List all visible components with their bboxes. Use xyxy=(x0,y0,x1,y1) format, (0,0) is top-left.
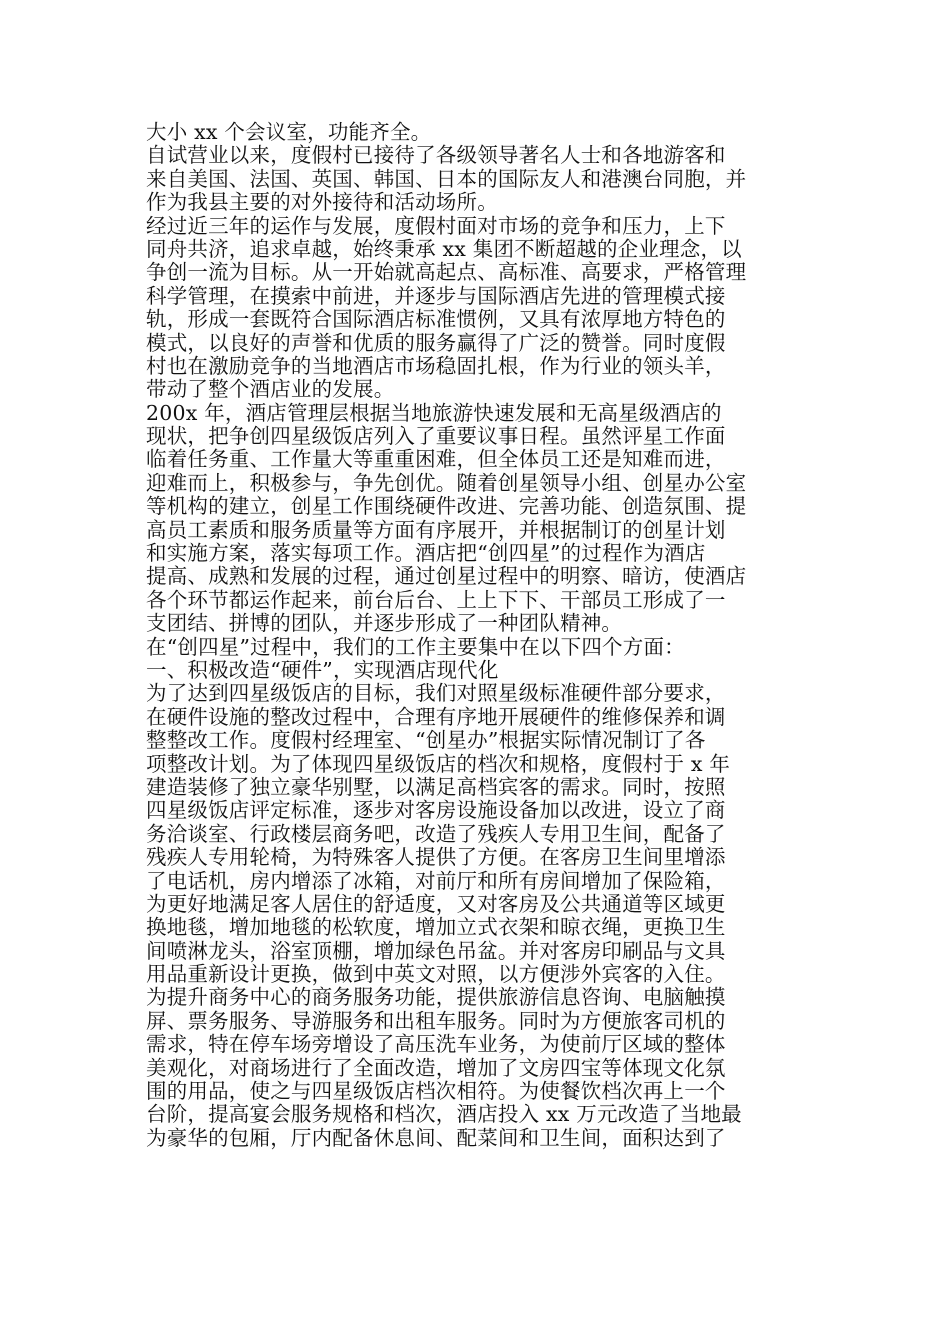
text-line: 自试营业以来，度假村已接待了各级领导著名人士和各地游客和 xyxy=(146,143,726,168)
text-line: 在“创四星”过程中，我们的工作主要集中在以下四个方面： xyxy=(146,634,685,659)
text-line: 建造装修了独立豪华别墅，以满足高档宾客的需求。同时，按照 xyxy=(146,774,726,799)
text-line: 带动了整个酒店业的发展。 xyxy=(146,377,395,402)
text-line: 轨，形成一套既符合国际酒店标准惯例，又具有浓厚地方特色的 xyxy=(146,307,726,332)
text-line: 提高、成熟和发展的过程，通过创星过程中的明察、暗访，使酒店 xyxy=(146,564,747,589)
text-line: 争创一流为目标。从一开始就高起点、高标准、高要求，严格管理 xyxy=(146,260,747,285)
text-line: 科学管理，在摸索中前进，并逐步与国际酒店先进的管理模式接 xyxy=(146,283,726,308)
text-line: 模式，以良好的声誉和优质的服务赢得了广泛的赞誉。同时度假 xyxy=(146,330,726,355)
text-line: 现状，把争创四星级饭店列入了重要议事日程。虽然评星工作面 xyxy=(146,424,726,449)
text-line: 为提升商务中心的商务服务功能，提供旅游信息咨询、电脑触摸 xyxy=(146,985,726,1010)
text-line: 换地毯，增加地毯的松软度，增加立式衣架和晾衣绳，更换卫生 xyxy=(146,915,726,940)
text-line: 间喷淋龙头，浴室顶棚，增加绿色吊盆。并对客房印刷品与文具 xyxy=(146,938,726,963)
text-line: 残疾人专用轮椅，为特殊客人提供了方便。在客房卫生间里增添 xyxy=(146,845,726,870)
text-line: 整整改工作。度假村经理室、“创星办”根据实际情况制订了各 xyxy=(146,728,706,753)
text-line: 等机构的建立，创星工作围绕硬件改进、完善功能、创造氛围、提 xyxy=(146,494,747,519)
section-heading: 一、积极改造“硬件”，实现酒店现代化 xyxy=(146,657,499,682)
text-line: 了电话机，房内增添了冰箱，对前厅和所有房间增加了保险箱， xyxy=(146,868,726,893)
text-line: 支团结、拼博的团队，并逐步形成了一种团队精神。 xyxy=(146,611,623,636)
text-line: 屏、票务服务、导游服务和出租车服务。同时为方便旅客司机的 xyxy=(146,1008,726,1033)
text-line: 各个环节都运作起来，前台后台、上上下下、干部员工形成了一 xyxy=(146,587,726,612)
text-line: 台阶，提高宴会服务规格和档次，酒店投入 xx 万元改造了当地最 xyxy=(146,1102,742,1127)
text-line: 迎难而上，积极参与，争先创优。随着创星领导小组、创星办公室 xyxy=(146,470,747,495)
text-line: 高员工素质和服务质量等方面有序展开，并根据制订的创星计划 xyxy=(146,517,726,542)
text-line: 项整改计划。为了体现四星级饭店的档次和规格，度假村于 x 年 xyxy=(146,751,731,776)
text-line: 同舟共济，追求卓越，始终秉承 xx 集团不断超越的企业理念，以 xyxy=(146,236,742,261)
text-line: 围的用品，使之与四星级饭店档次相符。为使餐饮档次再上一个 xyxy=(146,1079,726,1104)
text-line: 和实施方案，落实每项工作。酒店把“创四星”的过程作为酒店 xyxy=(146,541,706,566)
text-line: 200x 年，酒店管理层根据当地旅游快速发展和无高星级酒店的 xyxy=(146,400,722,425)
text-line: 务洽谈室、行政楼层商务吧，改造了残疾人专用卫生间，配备了 xyxy=(146,821,726,846)
text-line: 临着任务重、工作量大等重重困难，但全体员工还是知难而进， xyxy=(146,447,726,472)
text-line: 作为我县主要的对外接待和活动场所。 xyxy=(146,190,498,215)
text-line: 为了达到四星级饭店的目标，我们对照星级标准硬件部分要求， xyxy=(146,681,726,706)
text-line: 用品重新设计更换，做到中英文对照，以方便涉外宾客的入住。 xyxy=(146,962,726,987)
text-line: 需求，特在停车场旁增设了高压洗车业务，为使前厅区域的整体 xyxy=(146,1032,726,1057)
text-line: 大小 xx 个会议室，功能齐全。 xyxy=(146,120,432,144)
text-line: 来自美国、法国、英国、韩国、日本的国际友人和港澳台同胞，并 xyxy=(146,166,747,191)
document-page xyxy=(146,121,812,1150)
text-line: 为豪华的包厢，厅内配备休息间、配菜间和卫生间，面积达到了 xyxy=(146,1125,726,1150)
text-line: 为更好地满足客人居住的舒适度，又对客房及公共通道等区域更 xyxy=(146,891,726,916)
text-line: 四星级饭店评定标准，逐步对客房设施设备加以改进，设立了商 xyxy=(146,798,726,823)
text-line: 美观化，对商场进行了全面改造，增加了文房四宝等体现文化氛 xyxy=(146,1055,726,1080)
text-line: 在硬件设施的整改过程中，合理有序地开展硬件的维修保养和调 xyxy=(146,704,726,729)
text-line: 村也在激励竞争的当地酒店市场稳固扎根，作为行业的领头羊， xyxy=(146,353,726,378)
text-line: 经过近三年的运作与发展，度假村面对市场的竞争和压力，上下 xyxy=(146,213,726,238)
